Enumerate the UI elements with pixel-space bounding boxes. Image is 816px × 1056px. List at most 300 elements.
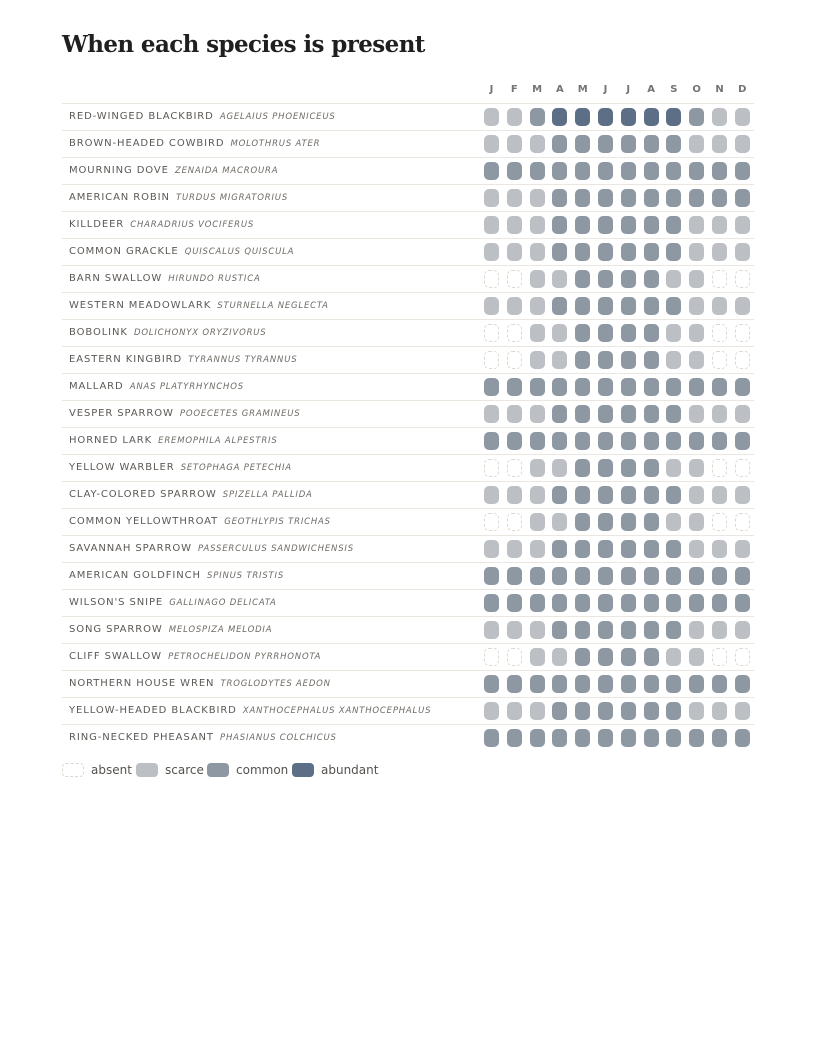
species-row [62,400,754,427]
presence-cell-common [621,459,636,477]
presence-cell-common [530,594,545,612]
presence-cell-absent [735,459,750,477]
presence-cell-common [666,378,681,396]
presence-cell-common [507,432,522,450]
species-row [62,643,754,670]
presence-cell-common [644,675,659,693]
presence-cell-common [598,621,613,639]
presence-cell-common [666,243,681,261]
presence-cell-common [735,189,750,207]
presence-cell-common [575,405,590,423]
presence-cell-common [666,540,681,558]
presence-cell-absent [735,270,750,288]
presence-cell-absent [507,513,522,531]
species-name [69,401,300,427]
species-name [69,482,313,508]
presence-cell-scarce [689,270,704,288]
presence-cell-absent [507,324,522,342]
presence-cell-common [530,675,545,693]
presence-cell-scarce [689,351,704,369]
presence-cell-scarce [689,216,704,234]
presence-cell-common [598,135,613,153]
presence-cell-common [552,297,567,315]
presence-cell-common [598,513,613,531]
species-common-name: YELLOW-HEADED BLACKBIRD [69,705,237,716]
species-name [69,239,294,265]
legend-swatch-common [207,763,229,777]
species-name [69,536,354,562]
presence-cell-common [598,378,613,396]
species-name [69,185,288,211]
presence-cell-common [552,729,567,747]
presence-cell-common [575,702,590,720]
presence-cell-common [666,594,681,612]
species-common-name: CLIFF SWALLOW [69,651,162,662]
presence-cell-common [712,594,727,612]
presence-cell-scarce [530,513,545,531]
presence-cell-scarce [666,459,681,477]
presence-cell-common [530,162,545,180]
presence-cell-scarce [530,297,545,315]
presence-cell-scarce [712,243,727,261]
species-common-name: VESPER SPARROW [69,408,174,419]
presence-cell-scarce [484,702,499,720]
species-row [62,238,754,265]
presence-cell-absent [507,270,522,288]
month-label: A [647,84,655,95]
presence-cell-scarce [484,486,499,504]
legend-swatch-absent [62,763,84,777]
presence-cell-common [575,648,590,666]
presence-cell-common [575,324,590,342]
presence-cell-scarce [552,459,567,477]
presence-cell-common [530,432,545,450]
presence-cell-abundant [552,108,567,126]
presence-cell-absent [484,459,499,477]
presence-cell-scarce [666,351,681,369]
presence-cell-common [621,324,636,342]
presence-cell-common [552,540,567,558]
presence-cell-common [644,459,659,477]
presence-cell-abundant [644,108,659,126]
species-scientific-name: GEOTHLYPIS TRICHAS [224,517,331,527]
presence-cell-common [552,189,567,207]
presence-cell-common [484,567,499,585]
species-scientific-name: MELOSPIZA MELODIA [168,625,273,635]
presence-cell-common [689,432,704,450]
species-scientific-name: POOECETES GRAMINEUS [179,409,301,419]
presence-cell-common [552,135,567,153]
presence-cell-scarce [689,513,704,531]
presence-cell-scarce [712,486,727,504]
presence-cell-scarce [552,351,567,369]
species-common-name: AMERICAN GOLDFINCH [69,570,201,581]
species-row [62,373,754,400]
species-common-name: AMERICAN ROBIN [69,192,170,203]
month-label: F [510,84,518,95]
species-name [69,428,278,454]
presence-cell-common [644,324,659,342]
presence-cell-common [644,378,659,396]
presence-cell-common [598,459,613,477]
species-common-name: BARN SWALLOW [69,273,163,284]
presence-cell-abundant [598,108,613,126]
species-name [69,320,267,346]
species-row [62,481,754,508]
presence-cell-common [666,216,681,234]
presence-cell-common [575,135,590,153]
presence-cell-common [598,432,613,450]
presence-cell-common [712,378,727,396]
presence-cell-scarce [484,405,499,423]
presence-cell-common [644,135,659,153]
species-common-name: MALLARD [69,381,124,392]
presence-cell-common [552,567,567,585]
species-name [69,509,331,535]
month-label: J [603,84,608,95]
species-row [62,697,754,724]
presence-cell-common [507,675,522,693]
presence-cell-common [598,351,613,369]
species-common-name: SONG SPARROW [69,624,163,635]
presence-cell-scarce [484,621,499,639]
month-label: O [692,84,701,95]
presence-cell-common [598,189,613,207]
presence-cell-common [598,567,613,585]
month-label: N [715,84,724,95]
legend-label-scarce: scarce [165,763,204,777]
presence-cell-common [644,432,659,450]
species-row [62,265,754,292]
presence-cell-common [644,270,659,288]
presence-cell-common [712,729,727,747]
presence-cell-common [598,648,613,666]
presence-cell-common [712,675,727,693]
species-name [69,617,272,643]
species-scientific-name: PHASIANUS COLCHICUS [220,733,337,743]
presence-cell-scarce [689,324,704,342]
presence-cell-scarce [666,324,681,342]
chart-title: When each species is present [62,31,425,58]
presence-cell-common [712,189,727,207]
presence-cell-common [575,297,590,315]
presence-cell-scarce [552,648,567,666]
presence-cell-common [621,513,636,531]
species-scientific-name: DOLICHONYX ORYZIVORUS [133,328,267,338]
species-scientific-name: ZENAIDA MACROURA [174,166,279,176]
presence-cell-common [621,648,636,666]
presence-cell-common [689,108,704,126]
presence-cell-common [484,378,499,396]
presence-cell-common [621,594,636,612]
presence-cell-common [575,486,590,504]
species-row [62,508,754,535]
species-name [69,374,244,400]
species-name [69,698,431,724]
presence-cell-common [598,486,613,504]
presence-cell-common [666,675,681,693]
presence-cell-scarce [530,270,545,288]
species-common-name: SAVANNAH SPARROW [69,543,192,554]
species-scientific-name: PASSERCULUS SANDWICHENSIS [198,544,354,554]
presence-cell-scarce [689,621,704,639]
presence-cell-common [712,162,727,180]
presence-cell-absent [712,351,727,369]
presence-cell-common [598,594,613,612]
presence-cell-common [644,486,659,504]
presence-cell-common [598,405,613,423]
legend-label-abundant: abundant [321,763,379,777]
presence-cell-abundant [621,108,636,126]
species-row [62,211,754,238]
presence-cell-scarce [507,621,522,639]
presence-cell-absent [712,324,727,342]
presence-cell-common [712,567,727,585]
presence-cell-scarce [530,459,545,477]
presence-cell-common [598,162,613,180]
species-row [62,184,754,211]
presence-cell-common [621,162,636,180]
presence-cell-absent [735,351,750,369]
presence-cell-common [735,432,750,450]
presence-cell-common [552,405,567,423]
presence-cell-common [552,216,567,234]
presence-cell-common [644,351,659,369]
presence-cell-scarce [507,108,522,126]
species-scientific-name: AGELAIUS PHOENICEUS [219,112,336,122]
species-row [62,157,754,184]
presence-cell-common [621,486,636,504]
presence-cell-scarce [735,135,750,153]
presence-cell-scarce [507,135,522,153]
species-name [69,590,277,616]
presence-cell-common [666,486,681,504]
presence-cell-common [666,432,681,450]
presence-cell-scarce [507,486,522,504]
presence-cell-scarce [530,243,545,261]
species-name [69,644,321,670]
presence-cell-scarce [530,486,545,504]
presence-cell-common [530,108,545,126]
presence-cell-common [621,729,636,747]
species-name [69,671,331,697]
presence-cell-scarce [530,405,545,423]
presence-cell-common [598,702,613,720]
presence-cell-common [575,189,590,207]
species-name [69,563,284,589]
species-name [69,131,320,157]
presence-cell-scarce [735,243,750,261]
species-name [69,158,278,184]
month-label: J [626,84,631,95]
presence-cell-scarce [735,405,750,423]
legend-label-common: common [236,763,289,777]
presence-cell-scarce [530,135,545,153]
species-scientific-name: XANTHOCEPHALUS XANTHOCEPHALUS [242,706,432,716]
presence-cell-scarce [666,270,681,288]
species-common-name: RED-WINGED BLACKBIRD [69,111,214,122]
presence-cell-common [575,162,590,180]
presence-cell-scarce [484,243,499,261]
month-label: A [556,84,564,95]
species-name [69,104,336,130]
presence-cell-common [735,729,750,747]
species-common-name: CLAY-COLORED SPARROW [69,489,217,500]
species-common-name: WILSON'S SNIPE [69,597,164,608]
presence-cell-common [666,189,681,207]
presence-cell-common [575,729,590,747]
species-scientific-name: TYRANNUS TYRANNUS [188,355,298,365]
presence-cell-common [712,432,727,450]
presence-cell-scarce [530,324,545,342]
species-row [62,535,754,562]
presence-cell-scarce [712,216,727,234]
presence-cell-absent [484,351,499,369]
presence-cell-common [575,216,590,234]
species-scientific-name: GALLINAGO DELICATA [169,598,277,608]
presence-cell-common [666,729,681,747]
species-scientific-name: HIRUNDO RUSTICA [168,274,261,284]
presence-cell-common [598,729,613,747]
presence-cell-scarce [484,216,499,234]
species-common-name: COMMON GRACKLE [69,246,179,257]
presence-cell-scarce [689,486,704,504]
presence-cell-scarce [507,216,522,234]
presence-cell-common [689,567,704,585]
species-row [62,292,754,319]
presence-cell-scarce [689,459,704,477]
presence-cell-common [507,378,522,396]
month-label: J [489,84,494,95]
presence-cell-scarce [712,702,727,720]
species-scientific-name: TROGLODYTES AEDON [220,679,331,689]
species-common-name: COMMON YELLOWTHROAT [69,516,219,527]
species-row [62,724,754,751]
presence-cell-abundant [666,108,681,126]
species-scientific-name: MOLOTHRUS ATER [230,139,321,149]
presence-cell-common [575,513,590,531]
presence-cell-common [552,378,567,396]
presence-cell-common [507,594,522,612]
species-name [69,266,261,292]
presence-cell-scarce [735,486,750,504]
presence-cell-scarce [689,648,704,666]
presence-cell-common [735,567,750,585]
presence-cell-scarce [507,702,522,720]
presence-cell-common [484,162,499,180]
presence-cell-common [644,189,659,207]
species-name [69,293,329,319]
presence-cell-common [689,594,704,612]
presence-cell-common [621,675,636,693]
presence-cell-absent [484,648,499,666]
presence-cell-scarce [507,405,522,423]
presence-cell-common [644,216,659,234]
presence-cell-scarce [530,189,545,207]
presence-cell-common [507,162,522,180]
presence-cell-common [621,378,636,396]
presence-cell-scarce [689,135,704,153]
month-label: D [738,84,747,95]
presence-cell-common [598,324,613,342]
presence-cell-common [621,540,636,558]
species-name [69,347,297,373]
presence-cell-common [575,459,590,477]
species-row [62,346,754,373]
species-row [62,319,754,346]
presence-cell-common [666,567,681,585]
presence-cell-common [621,297,636,315]
presence-cell-common [644,567,659,585]
presence-cell-common [666,162,681,180]
presence-cell-scarce [552,324,567,342]
species-row [62,616,754,643]
species-scientific-name: QUISCALUS QUISCULA [184,247,295,257]
presence-cell-absent [507,351,522,369]
presence-cell-scarce [484,189,499,207]
presence-cell-scarce [712,621,727,639]
presence-cell-scarce [712,135,727,153]
species-name [69,455,292,481]
species-row [62,670,754,697]
presence-cell-common [552,162,567,180]
species-row [62,562,754,589]
presence-cell-common [644,513,659,531]
presence-cell-common [666,621,681,639]
presence-cell-common [644,540,659,558]
presence-cell-common [484,675,499,693]
presence-cell-common [598,243,613,261]
presence-cell-scarce [666,648,681,666]
presence-cell-common [689,675,704,693]
presence-cell-common [689,729,704,747]
presence-cell-common [621,405,636,423]
presence-cell-common [621,135,636,153]
presence-cell-common [621,432,636,450]
presence-cell-scarce [484,540,499,558]
presence-cell-common [621,270,636,288]
month-label: M [577,84,588,95]
presence-cell-common [689,189,704,207]
presence-cell-common [530,378,545,396]
presence-cell-common [689,162,704,180]
species-scientific-name: SPINUS TRISTIS [207,571,285,581]
presence-cell-common [666,405,681,423]
presence-cell-absent [484,324,499,342]
presence-cell-scarce [735,108,750,126]
species-row [62,103,754,130]
species-common-name: KILLDEER [69,219,125,230]
presence-cell-common [507,729,522,747]
presence-cell-scarce [735,297,750,315]
presence-cell-scarce [507,540,522,558]
presence-cell-scarce [530,702,545,720]
presence-cell-scarce [689,702,704,720]
species-common-name: EASTERN KINGBIRD [69,354,183,365]
legend-swatch-abundant [292,763,314,777]
species-common-name: YELLOW WARBLER [69,462,175,473]
presence-cell-absent [507,648,522,666]
presence-cell-common [575,567,590,585]
species-row [62,589,754,616]
species-scientific-name: STURNELLA NEGLECTA [217,301,329,311]
presence-cell-common [552,486,567,504]
species-common-name: NORTHERN HOUSE WREN [69,678,215,689]
presence-cell-common [666,702,681,720]
presence-cell-common [644,243,659,261]
presence-cell-common [575,351,590,369]
presence-cell-scarce [689,297,704,315]
